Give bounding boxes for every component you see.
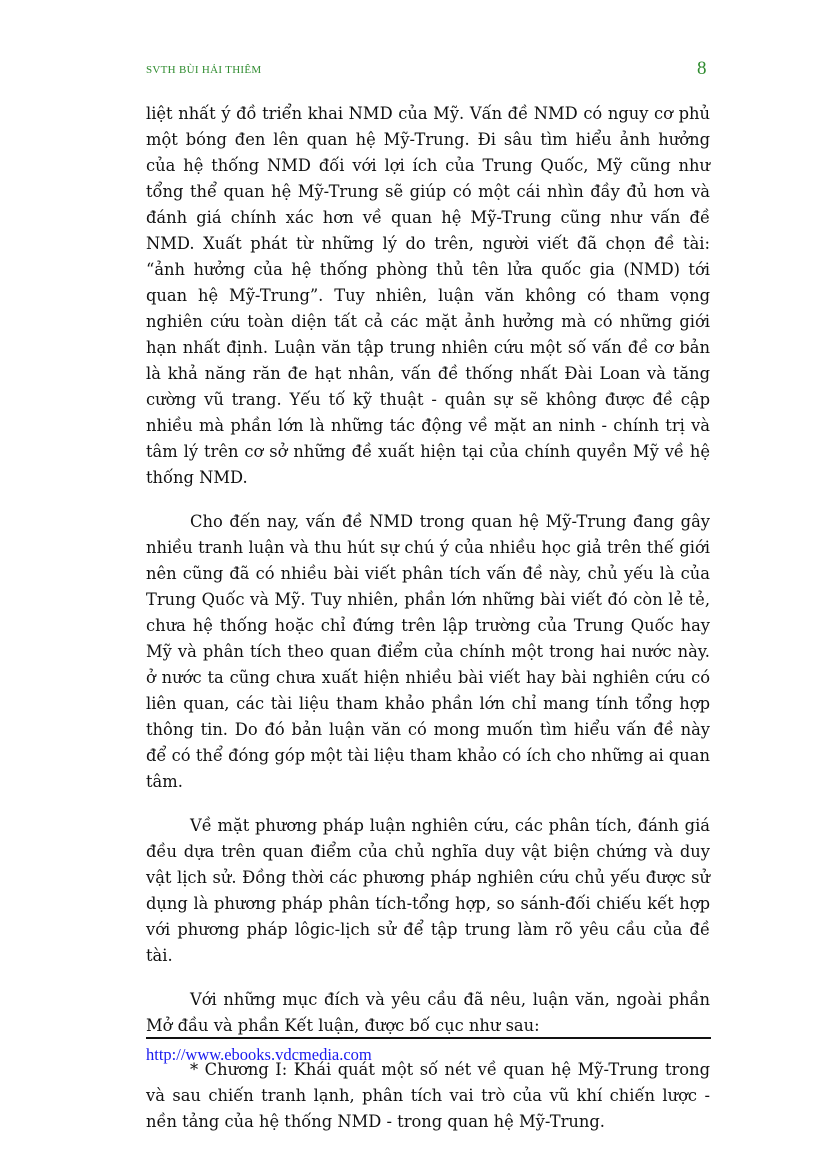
page-number: 8 (697, 58, 707, 79)
body-text (146, 101, 710, 1153)
paragraph-4: Với những mục đích và yêu cầu đã nêu, luận văn, ngoài phần Mở đầu và phần Kết luận, được bố cục như sau: (146, 990, 710, 1035)
paragraph-1: liệt nhất ý đồ triển khai NMD của Mỹ. Vấn đề NMD có nguy cơ phủ một bóng đen lên quan hệ Mỹ-Trung. Đi sâu tìm hiểu ảnh hưởng của hệ thống NMD đối với lợi ích của Trung Quốc, Mỹ cũng như tổng thể quan hệ Mỹ-Trung sẽ giúp có một cái nhìn đầy đủ hơn và đánh giá chính xác hơn về quan hệ Mỹ-Trung cũng như vấn đề NMD. Xuất phát từ những lý do trên, người viết đã chọn đề tài: “ảnh hưởng của hệ thống phòng thủ tên lửa quốc gia (NMD) tới quan hệ Mỹ-Trung”. Tuy nhiên, luận văn không có tham vọng nghiên cứu toàn diện tất cả các mặt ảnh hưởng mà có những giới hạn nhất định. Luận văn tập trung nhiên cứu một số vấn đề cơ bản là khả năng răn đe hạt nhân, vấn đề thống nhất Đài Loan và tăng cường vũ trang. Yếu tố kỹ thuật - quân sự sẽ không được đề cập nhiều mà phần lớn là những tác động về mặt an ninh - chính trị và tâm lý trên cơ sở những đề xuất hiện tại của chính quyền Mỹ về hệ thống NMD. (146, 104, 710, 487)
paragraph-2: Cho đến nay, vấn đề NMD trong quan hệ Mỹ-Trung đang gây nhiều tranh luận và thu hút sự chú ý của nhiều học giả trên thế giới nên cũng đã có nhiều bài viết phân tích vấn đề này, chủ yếu là của Trung Quốc và Mỹ. Tuy nhiên, phần lớn những bài viết đó còn lẻ tẻ, chưa hệ thống hoặc chỉ đứng trên lập trường của Trung Quốc hay Mỹ và phân tích theo quan điểm của chính một trong hai nước này. ở nước ta cũng chưa xuất hiện nhiều bài viết hay bài nghiên cứu có liên quan, các tài liệu tham khảo phần lớn chỉ mang tính tổng hợp thông tin. Do đó bản luận văn có mong muốn tìm hiểu vấn đề này để có thể đóng góp một tài liệu tham khảo có ích cho những ai quan tâm. (146, 512, 710, 791)
footer-divider (146, 1037, 711, 1039)
footer-link[interactable]: http://www.ebooks.vdcmedia.com (146, 1045, 372, 1064)
paragraph-3: Về mặt phương pháp luận nghiên cứu, các phân tích, đánh giá đều dựa trên quan điểm của chủ nghĩa duy vật biện chứng và duy vật lịch sử. Đồng thời các phương pháp nghiên cứu chủ yếu được sử dụng là phương pháp phân tích-tổng hợp, so sánh-đối chiếu kết hợp với phương pháp lôgic-lịch sử để tập trung làm rõ yêu cầu của đề tài. (146, 816, 710, 965)
header-author: SVTH BÙI HẢI THIÊM (146, 64, 262, 76)
paragraph-5: * Chương I: Khái quát một số nét về quan hệ Mỹ-Trung trong và sau chiến tranh lạnh, phân tích vai trò của vũ khí chiến lược - nền tảng của hệ thống NMD - trong quan hệ Mỹ-Trung. (146, 1060, 710, 1131)
